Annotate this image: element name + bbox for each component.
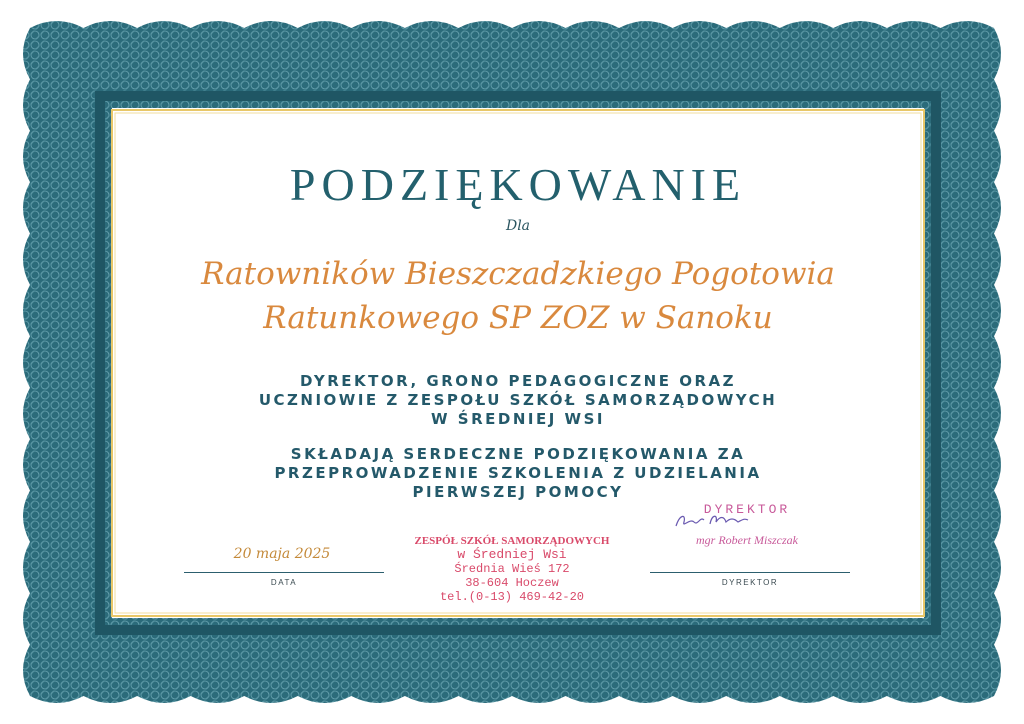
from-line-2: UCZNIOWIE Z ZESPOŁU SZKÓŁ SAMORZĄDOWYCH — [258, 391, 778, 409]
school-stamp-line-5: tel.(0-13) 469-42-20 — [439, 590, 585, 604]
certificate-title: PODZIĘKOWANIE — [289, 159, 747, 210]
for-label: Dla — [505, 218, 531, 234]
director-signature-icon — [672, 508, 752, 532]
message-line-3: PIERWSZEJ POMOCY — [412, 483, 624, 501]
school-stamp-line-4: 38-604 Hoczew — [465, 576, 559, 590]
director-stamp-title: DYREKTOR — [703, 502, 791, 517]
director-line — [650, 572, 850, 573]
school-stamp-line-2: w Średniej Wsi — [457, 547, 567, 562]
director-stamp-name: mgr Robert Miszczak — [696, 533, 798, 547]
message-line-1: SKŁADAJĄ SERDECZNE PODZIĘKOWANIA ZA — [290, 445, 746, 463]
from-line-1: DYREKTOR, GRONO PEDAGOGICZNE ORAZ — [300, 372, 736, 390]
message-line-2: PRZEPROWADZENIE SZKOLENIA Z UDZIELANIA — [274, 464, 762, 482]
date-value: 20 maja 2025 — [233, 546, 331, 562]
school-stamp-line-3: Średnia Wieś 172 — [454, 562, 570, 576]
certificate-content — [112, 110, 924, 616]
date-caption: DATA — [270, 578, 298, 587]
recipient-line-2: Ratunkowego SP ZOZ w Sanoku — [263, 300, 773, 336]
school-stamp-line-1: ZESPÓŁ SZKÓŁ SAMORZĄDOWYCH — [414, 535, 610, 547]
date-line — [184, 572, 384, 573]
from-line-3: W ŚREDNIEJ WSI — [431, 410, 605, 428]
recipient-line-1: Ratowników Bieszczadzkiego Pogotowia — [201, 256, 835, 292]
school-stamp — [412, 534, 612, 604]
director-caption: DYREKTOR — [721, 578, 779, 587]
